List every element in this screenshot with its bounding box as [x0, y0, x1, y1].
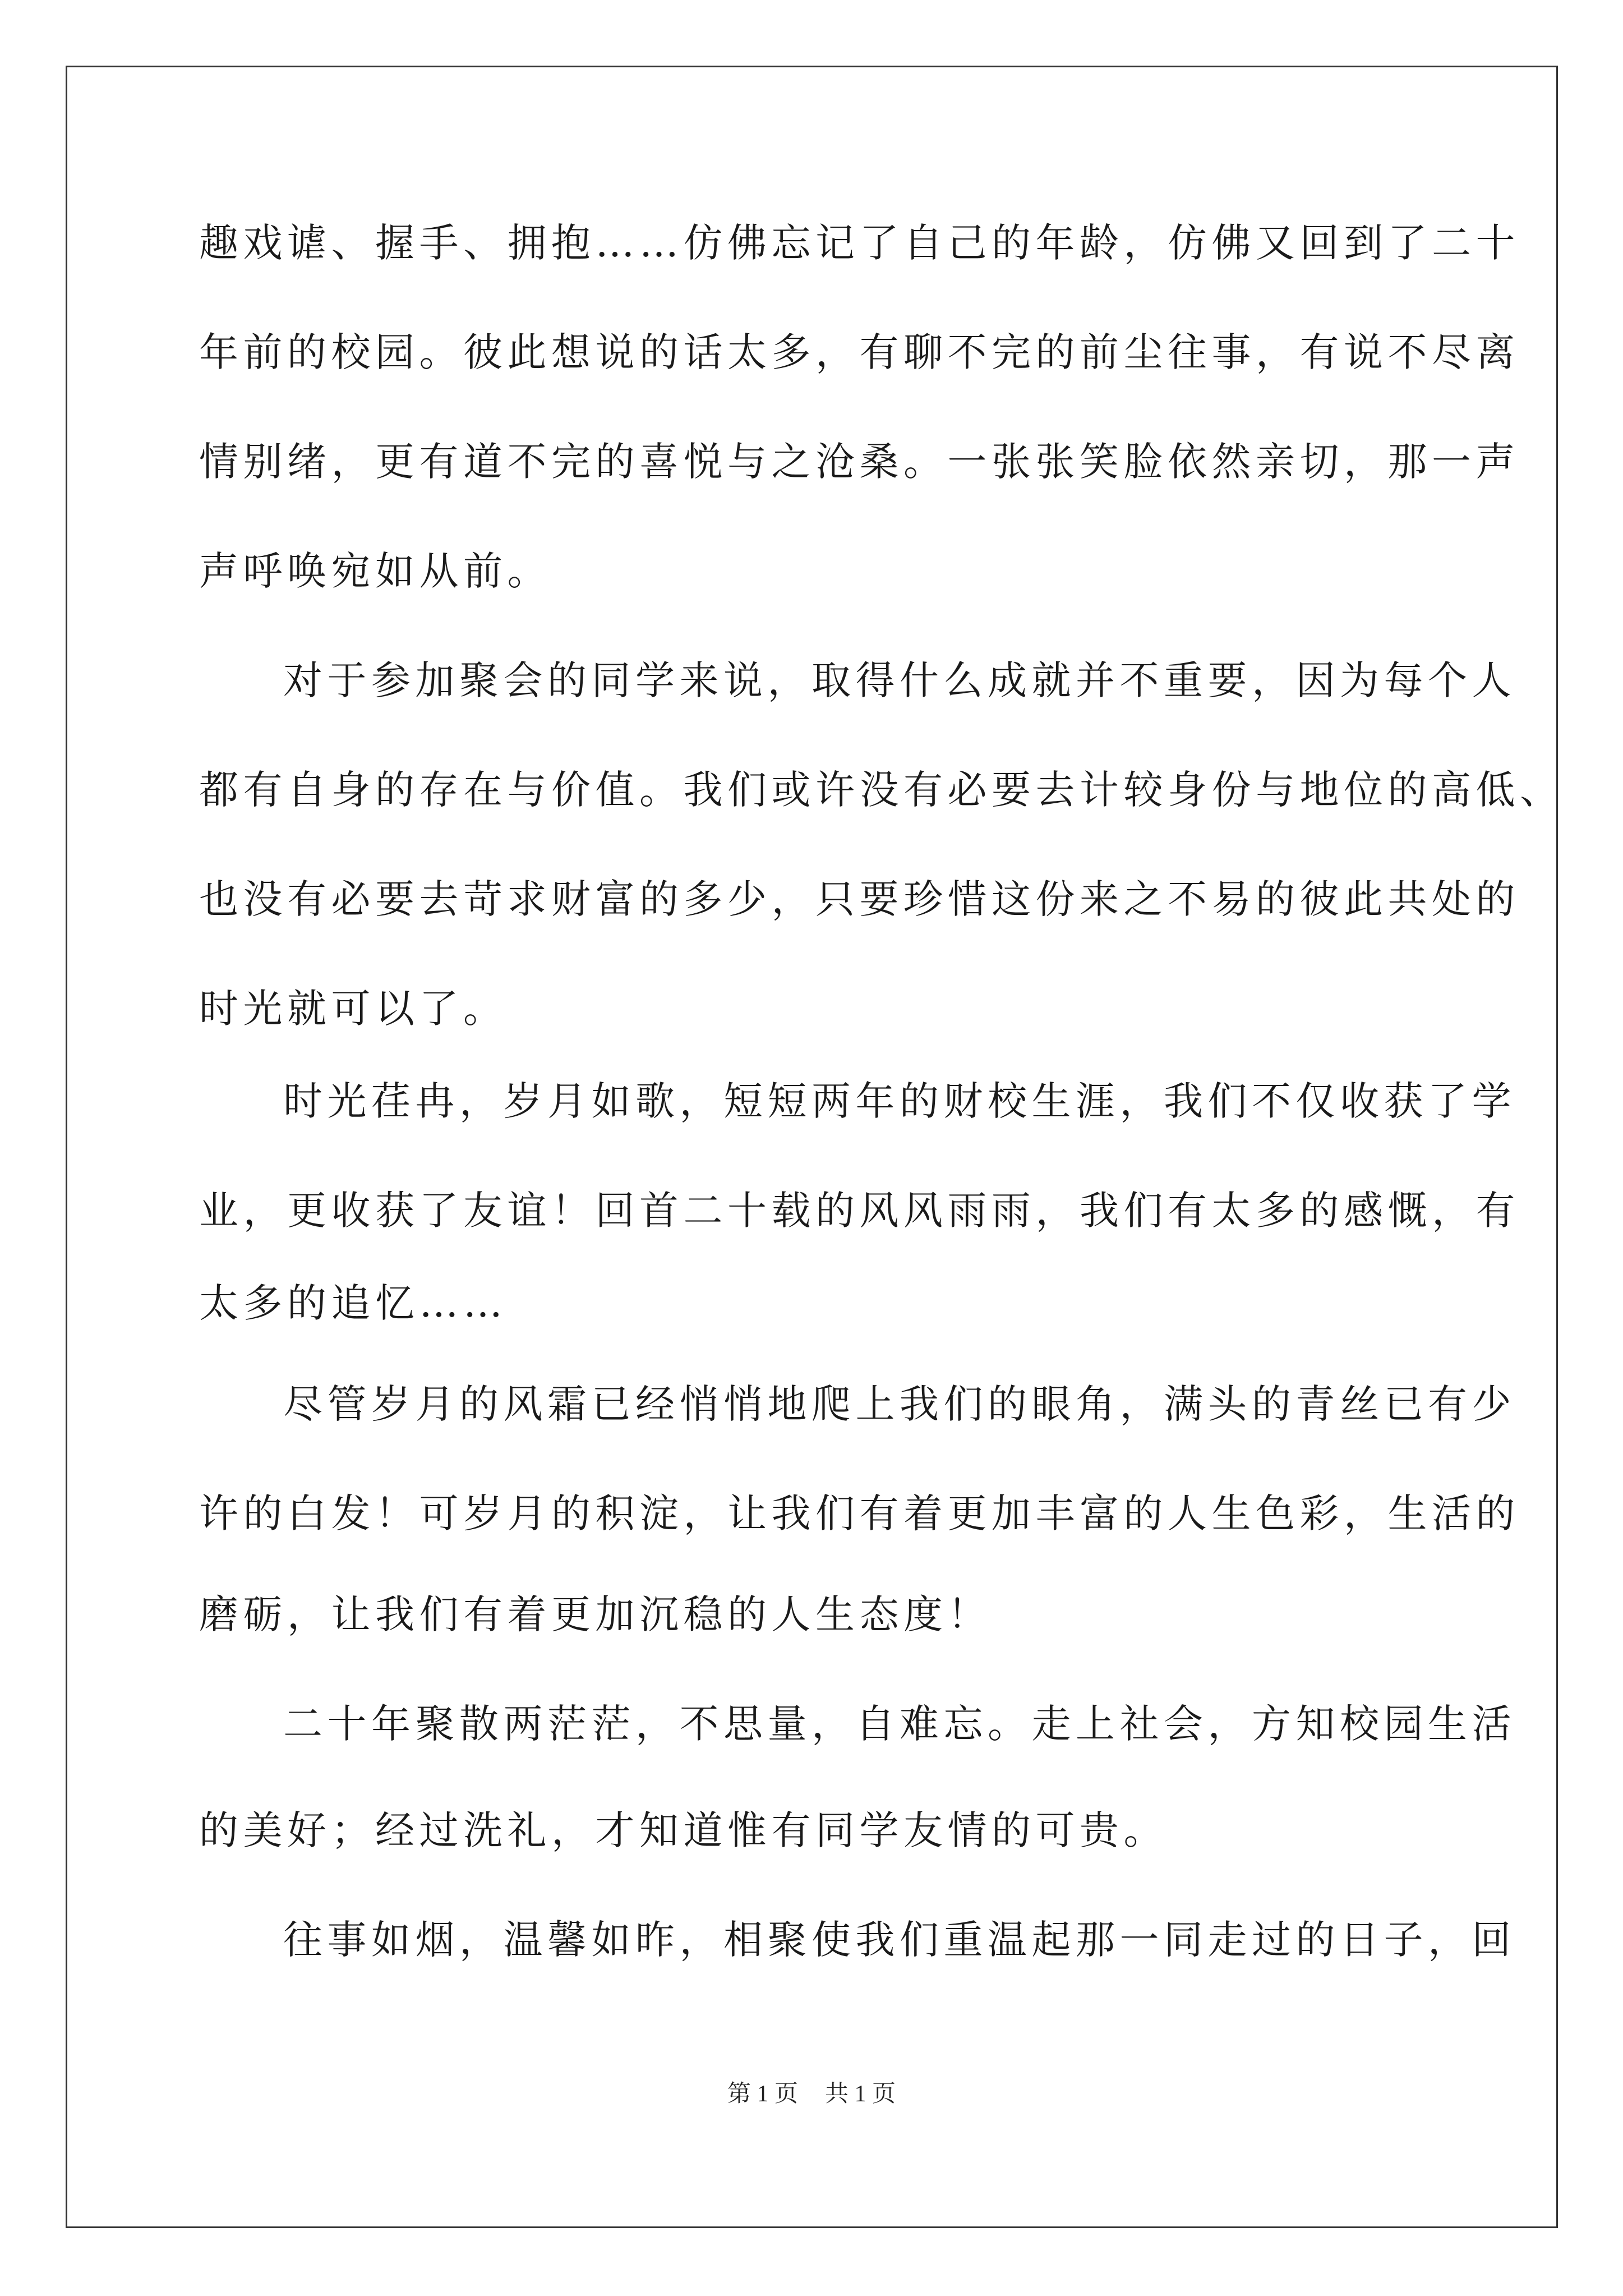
text-line: 时光荏冉，岁月如歌，短短两年的财校生涯，我们不仅收获了学 [283, 1078, 1516, 1124]
text-line: 磨砺，让我们有着更加沉稳的人生态度！ [199, 1591, 992, 1637]
text-line: 情别绪，更有道不完的喜悦与之沧桑。一张张笑脸依然亲切，那一声 [199, 439, 1520, 485]
text-line: 时光就可以了。 [199, 986, 508, 1032]
text-line: 都有自身的存在与价值。我们或许没有必要去计较身份与地位的高低、 [199, 767, 1564, 813]
text-line: 趣戏谑、握手、拥抱……仿佛忘记了自己的年龄，仿佛又回到了二十 [199, 220, 1520, 266]
page-footer [0, 2078, 1623, 2110]
text-line: 的美好；经过洗礼，才知道惟有同学友情的可贵。 [199, 1807, 1168, 1853]
text-line: 声呼唤宛如从前。 [199, 548, 551, 594]
text-line: 太多的追忆…… [199, 1280, 508, 1326]
text-line: 对于参加聚会的同学来说，取得什么成就并不重要，因为每个人 [283, 657, 1516, 703]
text-line: 年前的校园。彼此想说的话太多，有聊不完的前尘往事，有说不尽离 [199, 329, 1520, 375]
text-line: 二十年聚散两茫茫，不思量，自难忘。走上社会，方知校园生活 [283, 1701, 1516, 1747]
text-line: 往事如烟，温馨如昨，相聚使我们重温起那一同走过的日子，回 [283, 1917, 1516, 1963]
page-number: 第 1 页 [727, 2081, 798, 2107]
text-line: 尽管岁月的风霜已经悄悄地爬上我们的眼角，满头的青丝已有少 [283, 1381, 1516, 1427]
text-line: 也没有必要去苛求财富的多少，只要珍惜这份来之不易的彼此共处的 [199, 876, 1520, 922]
page-total: 共 1 页 [825, 2081, 896, 2107]
text-line: 许的白发！可岁月的积淀，让我们有着更加丰富的人生色彩，生活的 [199, 1490, 1520, 1536]
text-line: 业，更收获了友谊！回首二十载的风风雨雨，我们有太多的感慨，有 [199, 1188, 1520, 1234]
page-frame [66, 66, 1558, 2228]
